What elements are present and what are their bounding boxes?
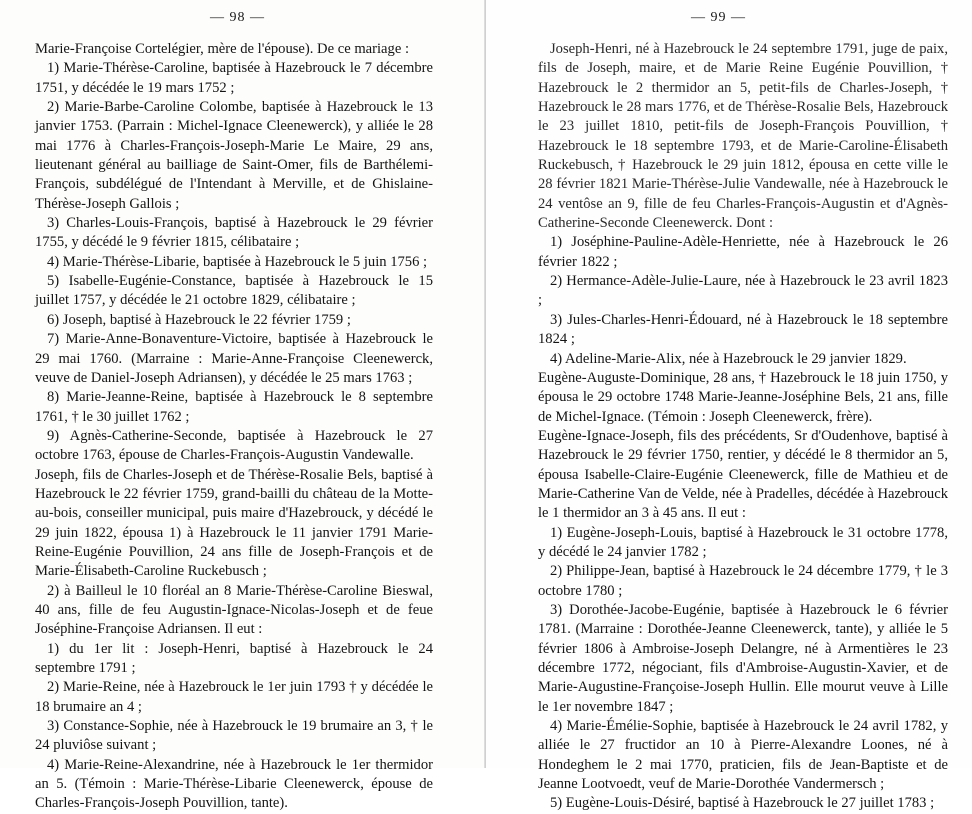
paragraph: 4) Marie-Reine-Alexandrine, née à Hazebrouck le 1er thermidor an 5. (Témoin : Marie-Thérèse-Libarie Cleenewerck, épouse de Charles-François-Joseph Pouvillion, tante).: [35, 756, 433, 812]
paragraph: Joseph-Henri, né à Hazebrouck le 24 septembre 1791, juge de paix, fils de Joseph, maire, et de Marie Reine Eugénie Pouvillion, † Hazebrouck le 2 thermidor an 5, petit-fils de Charles-Joseph, † Hazebrouck le 28 mars 1776, et de Thérèse-Rosalie Bels, Hazebrouck le 23 juillet 1810, petit-fils de Joseph-François Pouvillion, † Hazebrouck le 18 septembre 1793, et de Marie-Caroline-Élisabeth Ruckebusch, † Hazebrouck le 29 juin 1812, épousa en cette ville le 28 février 1821 Marie-Thérèse-Julie Vandewalle, née à Hazebrouck le 24 ventôse an 9, fille de feu Charles-François-Augustin et d'Agnès-Catherine-Seconde Cleenewerck. Dont :: [538, 41, 948, 232]
paragraph: 6) Joseph, baptisé à Hazebrouck le 22 février 1759 ;: [47, 311, 351, 328]
paragraph: 2) Hermance-Adèle-Julie-Laure, née à Hazebrouck le 23 avril 1823 ;: [538, 273, 948, 309]
paragraph: Marie-Françoise Cortelégier, mère de l'épouse). De ce mariage :: [35, 41, 410, 57]
paragraph: 8) Marie-Jeanne-Reine, baptisée à Hazebrouck le 8 septembre 1761, † le 30 juillet 1762 ;: [35, 389, 433, 425]
paragraph: 1) du 1er lit : Joseph-Henri, baptisé à Hazebrouck le 24 septembre 1791 ;: [35, 640, 433, 676]
paragraph: 2) Philippe-Jean, baptisé à Hazebrouck le 24 décembre 1779, † le 3 octobre 1780 ;: [538, 563, 948, 599]
left-page: [0, 0, 486, 812]
paragraph: 2) à Bailleul le 10 floréal an 8 Marie-Thérèse-Caroline Bieswal, 40 ans, fille de feu Augustin-Ignace-Nicolas-Joseph et de feue Joséphine-Françoise Adriansen. Il eut :: [35, 582, 433, 638]
page-number-98: — 98 —: [210, 10, 265, 25]
paragraph: 4) Marie-Thérèse-Libarie, baptisée à Hazebrouck le 5 juin 1756 ;: [47, 253, 428, 270]
paragraph: 1) Marie-Thérèse-Caroline, baptisée à Hazebrouck le 7 décembre 1751, y décédée le 19 mars 1752 ;: [35, 60, 433, 96]
paragraph: 9) Agnès-Catherine-Seconde, baptisée à Hazebrouck le 27 octobre 1763, épouse de Charles-François-Augustin Vandewalle.: [35, 427, 433, 464]
paragraph: Joseph, fils de Charles-Joseph et de Thérèse-Rosalie Bels, baptisé à Hazebrouck le 22 février 1759, grand-bailli du château de la Motte-au-bois, conseiller municipal, puis maire d'Hazebrouck, y décédé le 29 juin 1822, épousa 1) à Hazebrouck le 11 janvier 1791 Marie-Reine-Eugénie Pouvillion, 24 ans fille de Joseph-François et de Marie-Élisabeth-Caroline Ruckebusch ;: [35, 466, 433, 580]
paragraph: 5) Eugène-Louis-Désiré, baptisé à Hazebrouck le 27 juillet 1783 ;: [550, 795, 935, 812]
paragraph: 5) Isabelle-Eugénie-Constance, baptisée à Hazebrouck le 15 juillet 1757, y décédée le 21 octobre 1829, célibataire ;: [35, 273, 433, 309]
paragraph: 3) Charles-Louis-François, baptisé à Hazebrouck le 29 février 1755, y décédé le 9 février 1815, célibataire ;: [35, 215, 433, 251]
paragraph: 1) Joséphine-Pauline-Adèle-Henriette, née à Hazebrouck le 26 février 1822 ;: [538, 234, 948, 270]
right-page-body: [538, 40, 948, 814]
page-number-99: — 99 —: [691, 10, 746, 25]
paragraph: 3) Dorothée-Jacobe-Eugénie, baptisée à Hazebrouck le 6 février 1781. (Marraine : Dorothée-Jeanne Cleenewerck, tante), y alliée le 5 février 1806 à Ambroise-Joseph Delangre, né à Armentières le 23 décembre 1772, négociant, fils d'Ambroise-Augustin-Xavier, et de Marie-Augustine-Françoise-Joseph Hullin. Elle mourut veuve à Lille le 1er novembre 1847 ;: [538, 601, 948, 715]
paragraph: 3) Jules-Charles-Henri-Édouard, né à Hazebrouck le 18 septembre 1824 ;: [538, 311, 948, 348]
paragraph: 4) Marie-Émélie-Sophie, baptisée à Hazebrouck le 24 avril 1782, y alliée le 27 fructidor an 10 à Pierre-Alexandre Loones, né à Hondeghem le 2 mai 1770, praticien, fils de Jean-Baptiste et de Jeanne Lootvoedt, veuf de Marie-Dorothée Vandermersch ;: [538, 718, 948, 793]
paragraph: Eugène-Ignace-Joseph, fils des précédents, Sr d'Oudenhove, baptisé à Hazebrouck le 29 février 1750, rentier, y décédé le 8 thermidor an 5, épousa Isabelle-Claire-Eugénie Cleenewerck, fille de Mathieu et de Marie-Catherine Van de Velde, née à Pradelles, décédée à Hazebrouck le 1 thermidor an 3 à 45 ans. Il eut :: [538, 427, 948, 522]
left-page-body: [35, 40, 433, 814]
right-page: [486, 0, 972, 812]
paragraph: 7) Marie-Anne-Bonaventure-Victoire, baptisée à Hazebrouck le 29 mai 1760. (Marraine : Marie-Anne-Françoise Cleenewerck, veuve de Daniel-Joseph Adriansen), y décédée le 25 mars 1763 ;: [35, 331, 433, 386]
paragraph: 3) Constance-Sophie, née à Hazebrouck le 19 brumaire an 3, † le 24 pluviôse suivant ;: [35, 718, 433, 754]
paragraph: 4) Adeline-Marie-Alix, née à Hazebrouck le 29 janvier 1829.: [550, 350, 907, 367]
paragraph: 2) Marie-Barbe-Caroline Colombe, baptisée à Hazebrouck le 13 janvier 1753. (Parrain : Michel-Ignace Cleenewerck), y alliée le 28 mai 1776 à Charles-François-Joseph-Marie Le Maire, 29 ans, lieutenant général au bailliage de Saint-Omer, fils de Barthélemi-François, subdélégué de l'Intendant à Merville, et de Ghislaine-Thérèse-Joseph Gallois ;: [35, 99, 433, 212]
paragraph: 2) Marie-Reine, née à Hazebrouck le 1er juin 1793 † y décédée le 18 brumaire an 4 ;: [35, 679, 433, 715]
paragraph: 1) Eugène-Joseph-Louis, baptisé à Hazebrouck le 31 octobre 1778, y décédé le 24 janvier 1782 ;: [538, 524, 948, 560]
paragraph: Eugène-Auguste-Dominique, 28 ans, † Hazebrouck le 18 juin 1750, y épousa le 29 octobre 1748 Marie-Jeanne-Joséphine Bels, 21 ans, fille de Michel-Ignace. (Témoin : Joseph Cleenewerck, frère).: [538, 369, 948, 425]
